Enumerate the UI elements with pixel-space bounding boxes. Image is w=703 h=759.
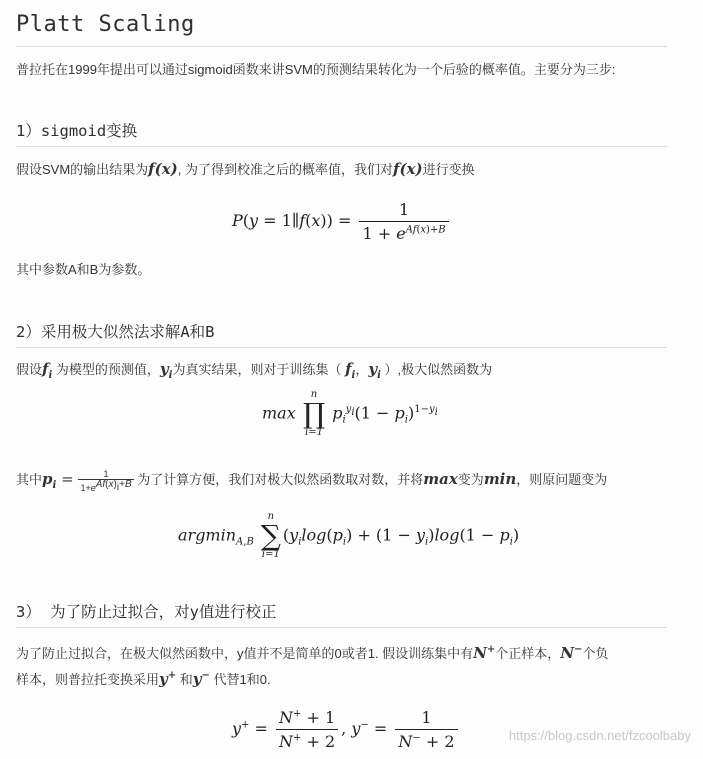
s2-math-yi-2: $y_i$: [368, 360, 381, 381]
s2-note-c: 变为: [457, 472, 484, 487]
s2-math-max: max: [423, 470, 458, 488]
watermark-url: https://blog.csdn.net/fzcoolbaby: [508, 728, 691, 743]
equation-likelihood: max n ∏ i=1 $p_i^{y_i}(1 - p_i)^{1-y_i}$: [262, 389, 438, 438]
s2-math-fi-2: $f_i$: [345, 360, 356, 381]
s1-math-fx-2: f(x): [393, 160, 423, 178]
s2-text-c: 为真实结果，则对于训练集（: [172, 362, 342, 377]
s3-math-yminus: y−: [192, 670, 210, 688]
s3-math-nplus: N+: [473, 644, 496, 662]
s2-math-min: min: [483, 470, 517, 488]
s3-math-nminus: N−: [560, 644, 583, 662]
s2-math-fi: $f_i$: [42, 360, 53, 381]
s3-math-yplus: y+: [159, 670, 177, 688]
s1-text-b: , 为了得到校准之后的概率值，我们对: [177, 162, 393, 177]
s3-text-d: 样本，则普拉托变换采用: [16, 672, 160, 687]
s3-text-f: 代替1和0.: [213, 672, 271, 687]
s3-text-a: 为了防止过拟合，在极大似然函数中，y值并不是简单的0或者1. 假设训练集中有: [16, 646, 474, 661]
s2-note-b: 为了计算方便，我们对极大似然函数取对数，并将: [137, 472, 424, 487]
s2-note-d: ，则原问题变为: [516, 472, 608, 487]
intro-paragraph: 普拉托在1999年提出可以通过sigmoid函数来讲SVM的预测结果转化为一个后验的概率值。主要分为三步:: [16, 62, 616, 77]
s2-math-pi-frac: $\frac{1}{1+e^{Af(x)_i+B}}$: [80, 468, 132, 493]
section-3-line-2: [16, 663, 271, 693]
section-3-heading: 3） 为了防止过拟合，对y值进行校正: [16, 603, 277, 621]
s2-note-a: 其中: [16, 472, 43, 487]
section-2-note: 其中$p_i$ = $\frac{1}{1+e^{Af(x)_i+B}}$ 为了计算方便，我们对极大似然函数取对数，并将max变为min，则原问题变为: [16, 468, 608, 493]
section-1-divider: [16, 146, 667, 147]
s3-text-e: 和: [179, 672, 193, 687]
section-2-heading: 2）采用极大似然法求解A和B: [16, 323, 215, 341]
equation-loglikelihood: argmin$_{A,B}$ n ∑ i=1 ($y_i\log(p_i) + (1 - y_i)\log(1 - p_i)$: [178, 511, 520, 560]
page-title: Platt Scaling: [16, 12, 195, 37]
s3-text-c: 个负: [582, 646, 609, 661]
section-2-divider: [16, 347, 667, 348]
s1-text-a: 假设SVM的输出结果为: [16, 162, 149, 177]
s2-math-yi: $y_i$: [159, 360, 173, 381]
title-divider: [16, 46, 667, 47]
equation-correction: y+ = $\frac{N^+ + 1}{N^+ + 2}$ , y− = $\frac{1}{N^- + 2}$: [232, 708, 461, 751]
section-1-heading: 1）sigmoid变换: [16, 122, 138, 140]
section-3-divider: [16, 627, 667, 628]
s1-math-fx: f(x): [148, 160, 178, 178]
section-2-paragraph: [16, 356, 492, 389]
s2-text-e: ）,极大似然函数为: [384, 362, 493, 377]
s2-text-d: ，: [355, 362, 369, 377]
s2-math-pi: $p_i$: [42, 470, 57, 491]
s2-text-b: 为模型的预测值，: [55, 362, 160, 377]
section-1-paragraph: [16, 156, 475, 183]
s2-text-a: 假设: [16, 362, 43, 377]
s3-text-b: 个正样本，: [495, 646, 561, 661]
s1-text-c: 进行变换: [422, 162, 475, 177]
section-1-note: 其中参数A和B为参数。: [16, 262, 151, 277]
equation-sigmoid: P(y = 1∥f(x)) = $\frac{1}{1 + e^{Af(x)+B}}$: [232, 200, 452, 243]
